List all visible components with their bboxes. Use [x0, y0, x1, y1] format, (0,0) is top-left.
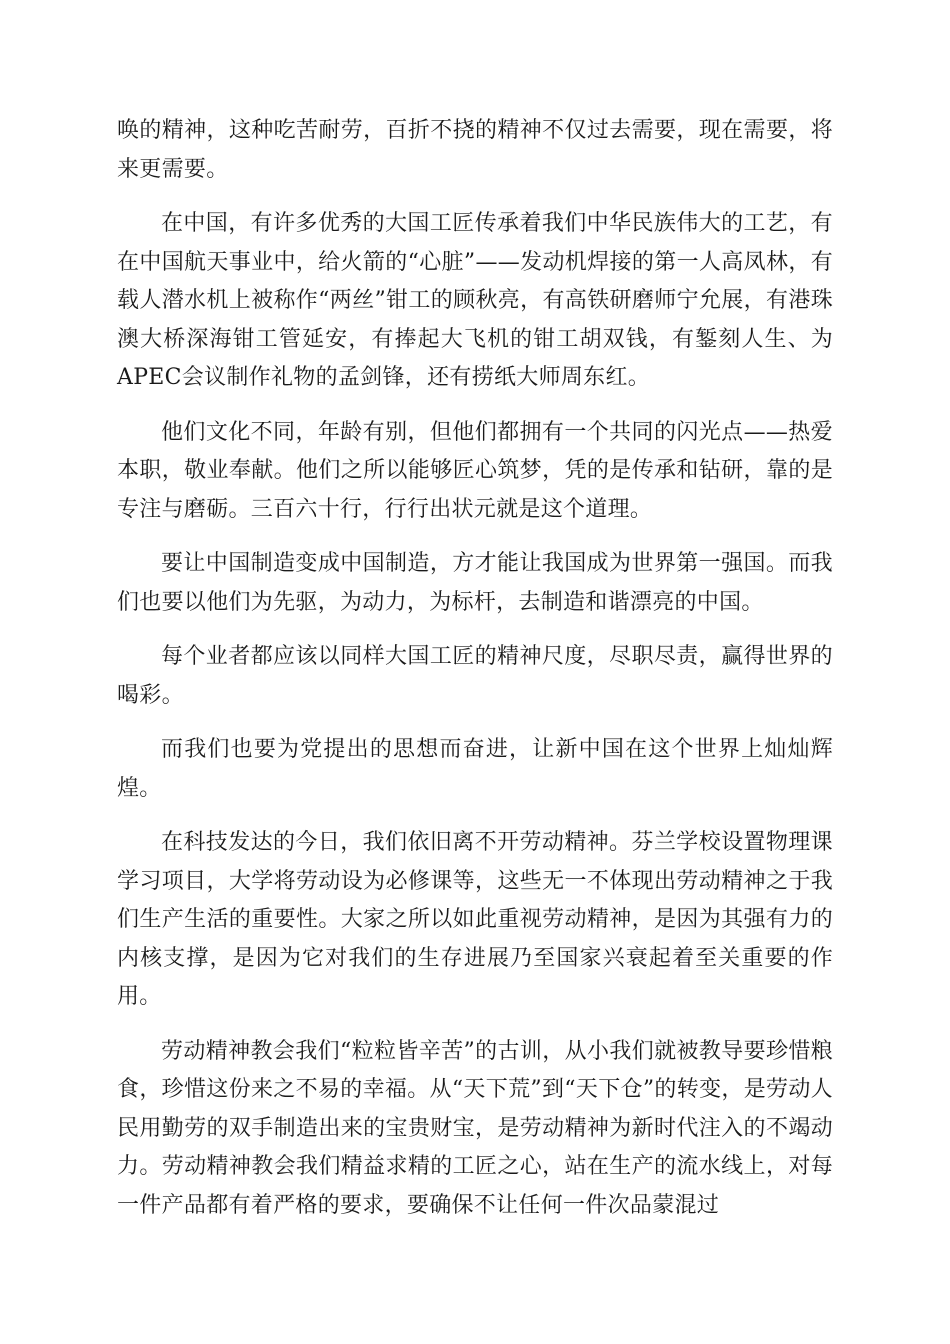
document-body: [117, 112, 833, 1241]
paragraph-continuation: 唤的精神，这种吃苦耐劳，百折不挠的精神不仅过去需要，现在需要，将来更需要。: [117, 118, 833, 182]
paragraph-labor-spirit: 在科技发达的今日，我们依旧离不开劳动精神。芬兰学校设置物理课学习项目，大学将劳动设为必修课等，这些无一不体现出劳动精神之于我们生产生活的重要性。大家之所以如此重视劳动精神，是因为其强有力的内核支撑，是因为它对我们的生存进展乃至国家兴衰起着至关重要的作用。: [117, 830, 833, 1009]
paragraph-labor-lessons: 劳动精神教会我们“粒粒皆辛苦”的古训，从小我们就被教导要珍惜粮食，珍惜这份来之不易的幸福。从“天下荒”到“天下仓”的转变，是劳动人民用勤劳的双手制造出来的宝贵财宝，是劳动精神为新时代注入的不竭动力。劳动精神教会我们精益求精的工匠之心，站在生产的流水线上，对每一件产品都有着严格的要求，要确保不让任何一件次品蒙混过: [117, 1038, 833, 1218]
paragraph-craftsmen: 在中国，有许多优秀的大国工匠传承着我们中华民族伟大的工艺，有在中国航天事业中，给火箭的“心脏”——发动机焊接的第一人高凤林，有载人潜水机上被称作“两丝”钳工的顾秋亮，有高铁研磨师宁允展，有港珠澳大桥深海钳工管延安，有捧起大飞机的钳工胡双钱，有錾刻人生、为APEC会议制作礼物的孟剑锋，还有捞纸大师周东红。: [117, 211, 833, 390]
paragraph-common-trait: 他们文化不同，年龄有别，但他们都拥有一个共同的闪光点——热爱本职，敬业奉献。他们之所以能够匠心筑梦，凭的是传承和钻研，靠的是专注与磨砺。三百六十行，行行出状元就是这个道理。: [117, 419, 833, 522]
paragraph-made-in-china: 要让中国制造变成中国制造，方才能让我国成为世界第一强国。而我们也要以他们为先驱，为动力，为标杆，去制造和谐漂亮的中国。: [117, 551, 833, 615]
paragraph-new-china: 而我们也要为党提出的思想而奋进，让新中国在这个世界上灿灿辉煌。: [117, 737, 833, 801]
paragraph-every-worker: 每个业者都应该以同样大国工匠的精神尺度，尽职尽责，赢得世界的喝彩。: [117, 644, 833, 708]
